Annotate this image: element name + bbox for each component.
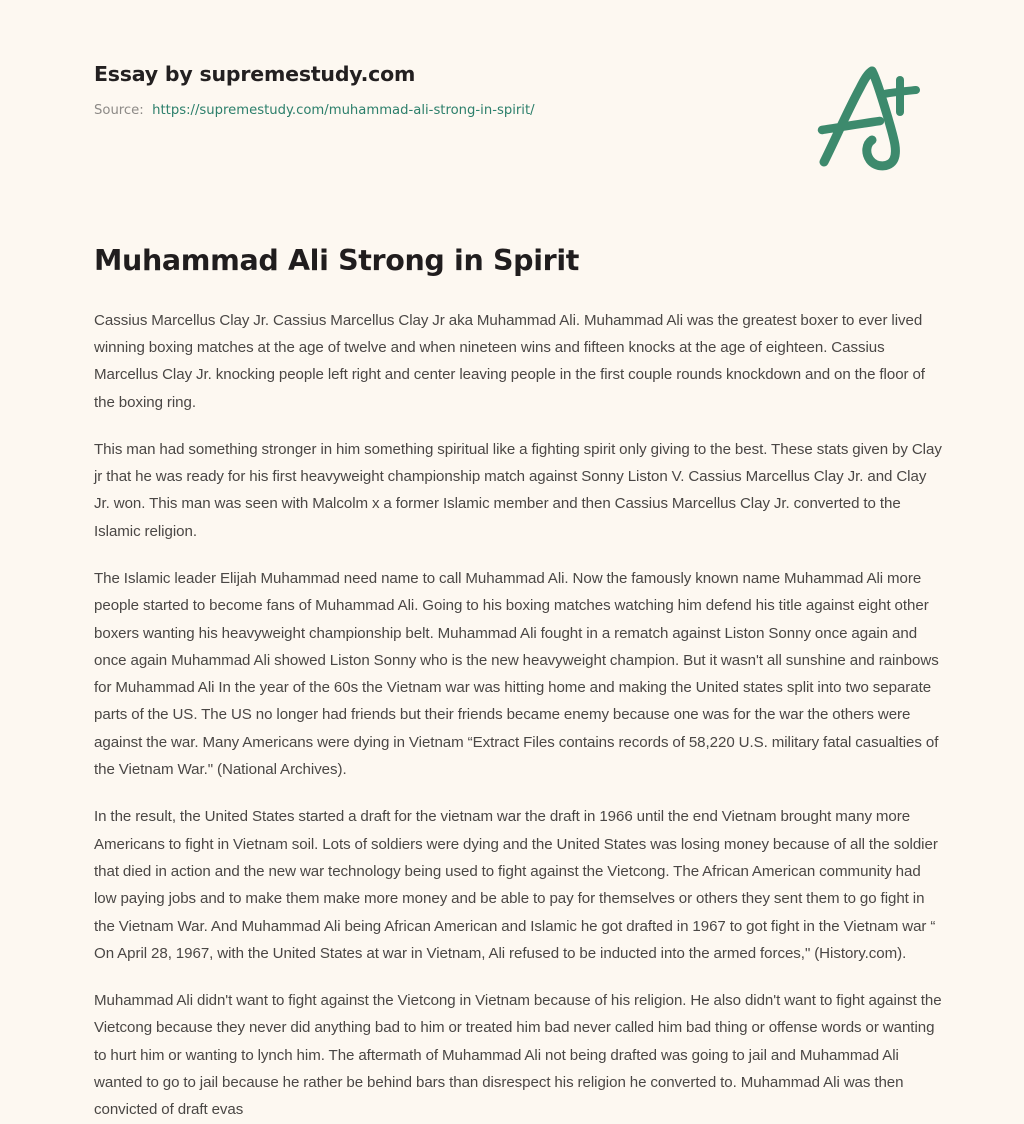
source-line — [94, 102, 734, 119]
brand-title: Essay by supremestudy.com — [94, 62, 416, 86]
page-title: Muhammad Ali Strong in Spirit — [94, 244, 580, 277]
a-plus-logo[interactable] — [806, 58, 930, 176]
paragraph: The Islamic leader Elijah Muhammad need name to call Muhammad Ali. Now the famously known name Muhammad Ali more people started to become fans of Muhammad Ali. Going to his boxing matches watching him defend his title against eight other boxers wanting his heavyweight championship belt. Muhammad Ali fought in a rematch against Liston Sonny once again and once again Muhammad Ali showed Liston Sonny who is the new heavyweight champion. But it wasn't all sunshine and rainbows for Muhammad Ali In the year of the 60s the Vietnam war was hitting home and making the United states split into two separate parts of the US. The US no longer had friends but their friends became enemy because one was for the war the others were against the war. Many Americans were dying in Vietnam “Extract Files contains records of 58,220 U.S. military fatal casualties of the Vietnam War." (National Archives). — [94, 570, 939, 779]
paragraph: This man had something stronger in him something spiritual like a fighting spirit only giving to the best. These stats given by Clay jr that he was ready for his first heavyweight championship match against Sonny Liston V. Cassius Marcellus Clay Jr. and Clay Jr. won. This man was seen with Malcolm x a former Islamic member and then Cassius Marcellus Clay Jr. converted to the Islamic religion. — [94, 440, 942, 540]
article-body — [94, 307, 946, 1124]
source-label: Source: — [94, 102, 144, 118]
paragraph: Muhammad Ali didn't want to fight against the Vietcong in Vietnam because of his religion. He also didn't want to fight against the Vietcong because they never did anything bad to him or treated him bad never called him bad thing or offense words or wanting to hurt him or wanting to lynch him. The aftermath of Muhammad Ali not being drafted was going to jail and Muhammad Ali wanted to go to jail because he rather be behind bars than disrespect his religion he converted to. Muhammad Ali was then convicted of draft evas — [94, 992, 942, 1119]
source-url-link[interactable]: https://supremestudy.com/muhammad-ali-strong-in-spirit/ — [152, 102, 535, 118]
page-header — [0, 0, 1024, 200]
paragraph: Cassius Marcellus Clay Jr. Cassius Marcellus Clay Jr aka Muhammad Ali. Muhammad Ali was the greatest boxer to ever lived winning boxing matches at the age of twelve and when nineteen wins and fifteen knocks at the age of eighteen. Cassius Marcellus Clay Jr. knocking people left right and center leaving people in the first couple rounds knockdown and on the floor of the boxing ring. — [94, 311, 925, 411]
a-plus-logo-icon — [806, 58, 930, 176]
article — [94, 243, 946, 1124]
brand-block — [94, 62, 734, 119]
paragraph: In the result, the United States started a draft for the vietnam war the draft in 1966 until the end Vietnam brought many more Americans to fight in Vietnam soil. Lots of soldiers were dying and the United States was losing money because of all the soldier that died in action and the new war technology being used to fight against the Vietcong. The African American community had low paying jobs and to make them make more money and be able to pay for themselves or others they sent them to go fight in the Vietnam War. And Muhammad Ali being African American and Islamic he got drafted in 1967 to got fight in the Vietnam war “ On April 28, 1967, with the United States at war in Vietnam, Ali refused to be inducted into the armed forces," (History.com). — [94, 808, 938, 962]
